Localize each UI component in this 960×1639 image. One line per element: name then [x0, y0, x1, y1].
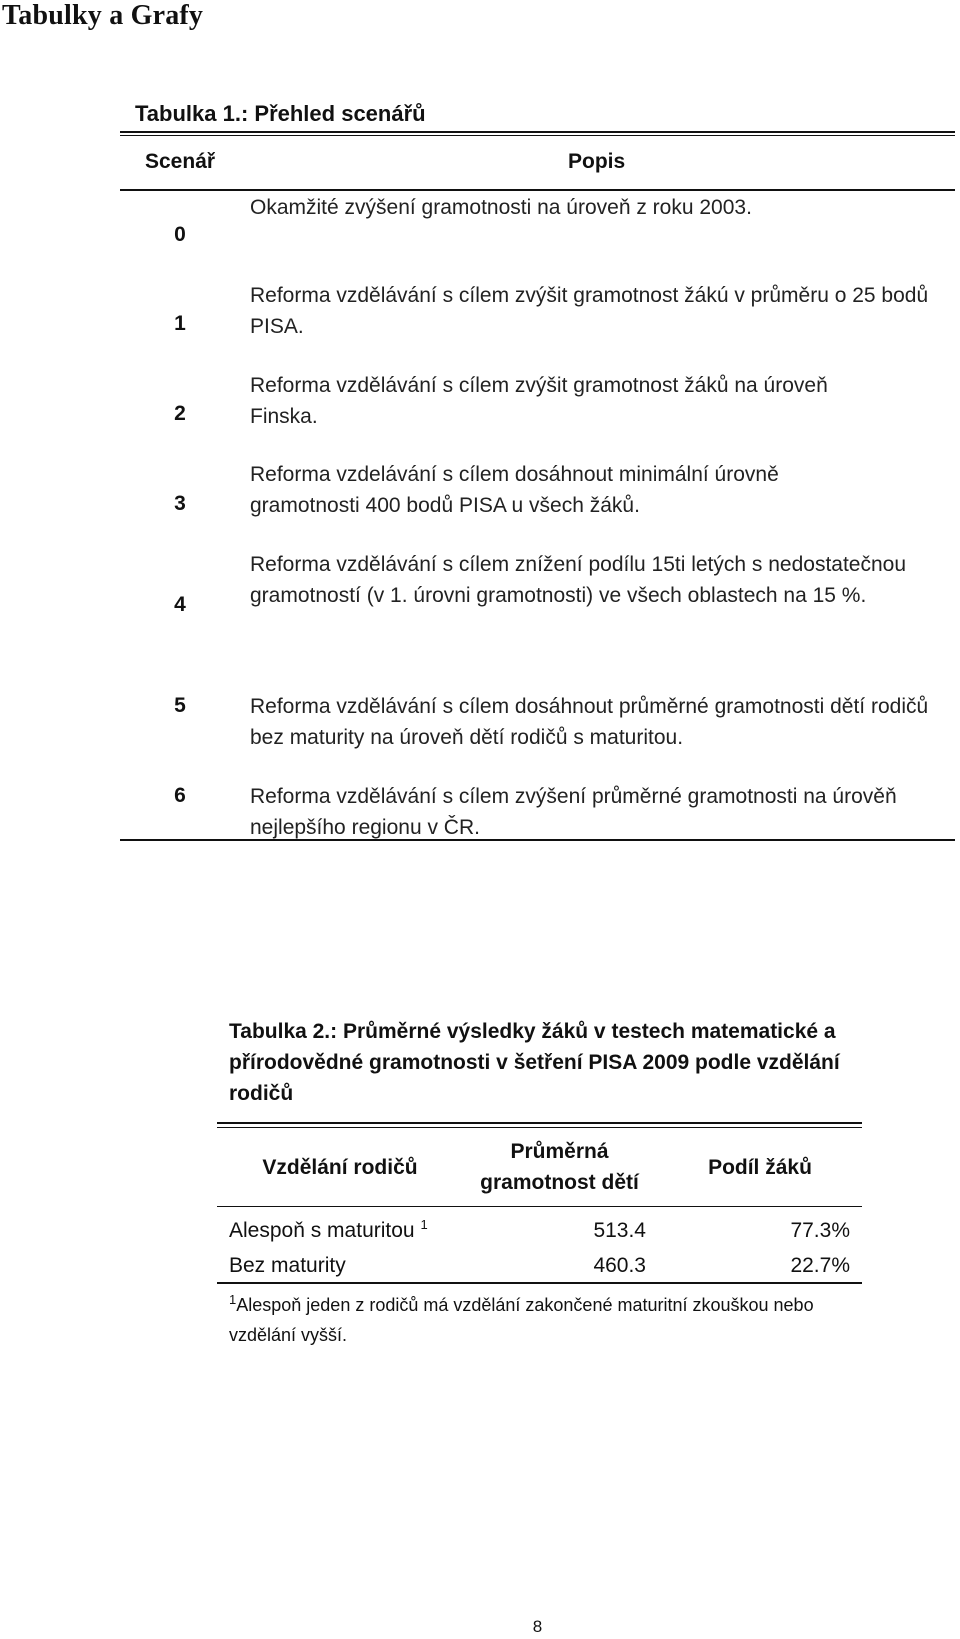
table2-footnote	[229, 1290, 849, 1350]
table1-bottom-rule	[120, 839, 955, 841]
table1-header-scenario: Scenář	[145, 150, 216, 173]
table2-top-rule-2	[217, 1127, 862, 1128]
table1-row-4-id: 4	[174, 593, 186, 616]
table1-row-1-desc: Reforma vzdělávání s cílem zvýšit gramotnost žákú v průměru o 25 bodů PISA.	[250, 284, 929, 338]
table1-row-5-desc: Reforma vzdělávání s cílem dosáhnout průměrné gramotnosti dětí rodičů bez maturity na úroveň dětí rodičů s maturitou.	[250, 695, 929, 749]
table1-top-rule	[120, 131, 955, 133]
footnote-marker: 1	[229, 1292, 237, 1307]
table2-row-0-literacy: 513.4	[593, 1219, 646, 1242]
table2-row-1-education: Bez maturity	[229, 1254, 346, 1277]
table2-row-0-share: 77.3%	[790, 1219, 850, 1242]
table2-row-0-education-text: Alespoň s maturitou	[229, 1219, 415, 1242]
table1-row-1-id: 1	[174, 312, 186, 335]
table1-row-0-id: 0	[174, 223, 186, 246]
table1-row-3-id: 3	[174, 492, 186, 515]
table1-row-3-desc: Reforma vzdelávání s cílem dosáhnout minimální úrovně gramotnosti 400 bodů PISA u všech žáků.	[250, 463, 779, 517]
table2-top-rule	[217, 1122, 862, 1124]
table1-header-description: Popis	[568, 150, 626, 173]
page-number: 8	[532, 1617, 543, 1636]
table1-row-5-id: 5	[174, 694, 186, 717]
table1-row-4-desc: Reforma vzdělávání s cílem znížení podílu 15ti letých s nedostatečnou gramotností (v 1. úrovni gramotnosti) ve všech oblastech na 15 %.	[250, 553, 907, 607]
table1-caption: Tabulka 1.: Přehled scenářů	[135, 101, 426, 126]
table2-row-0-education	[229, 1219, 428, 1243]
table1-row-6-id: 6	[174, 784, 186, 807]
footnote-text: Alespoň jeden z rodičů má vzdělání zakončené maturitní zkouškou nebo vzdělání vyšší.	[229, 1295, 814, 1345]
table1-row-0-desc: Okamžité zvýšení gramotnosti na úroveň z roku 2003.	[250, 196, 752, 219]
table2-header-rule	[217, 1206, 862, 1207]
table1-row-2-desc: Reforma vzdělávání s cílem zvýšit gramotnost žáků na úroveň Finska.	[250, 374, 828, 428]
table2-header-literacy: Průměrná gramotnost dětí	[480, 1140, 639, 1194]
table1-row-2-id: 2	[174, 402, 186, 425]
page-title: Tabulky a Grafy	[2, 0, 204, 31]
table2-header-share: Podíl žáků	[708, 1156, 812, 1179]
table2-row-1-literacy: 460.3	[593, 1254, 646, 1277]
table1-top-rule-2	[120, 135, 955, 136]
table1-header-rule	[120, 189, 955, 191]
table2-header-education: Vzdělání rodičů	[262, 1156, 418, 1179]
table2-caption: Tabulka 2.: Průměrné výsledky žáků v testech matematické a přírodovědné gramotnosti v šetření PISA 2009 podle vzdělání rodičů	[229, 1020, 840, 1105]
footnote-marker: 1	[420, 1217, 428, 1232]
table2-row-1-share: 22.7%	[790, 1254, 850, 1277]
table1-row-6-desc: Reforma vzdělávání s cílem zvýšení průměrné gramotnosti na úrověň nejlepšího regionu v ČR.	[250, 785, 897, 839]
table2-bottom-rule	[217, 1282, 862, 1284]
